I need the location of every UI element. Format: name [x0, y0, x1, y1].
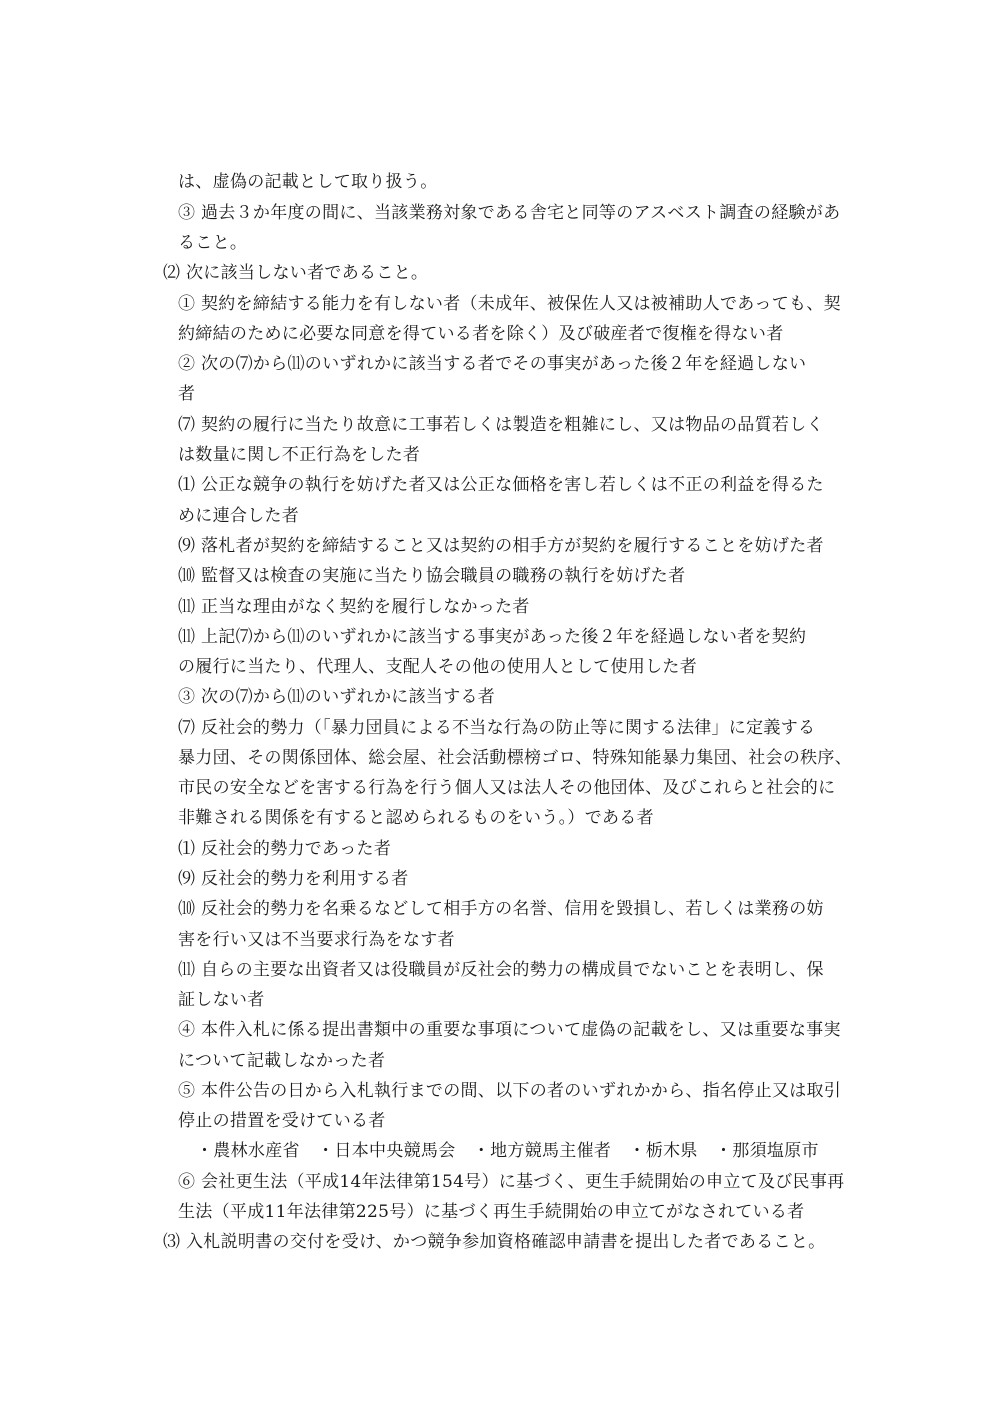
text-line: ⑺ 契約の履行に当たり故意に工事若しくは製造を粗雑にし、又は物品の品質若しく — [178, 415, 824, 435]
text-line: 非難される関係を有すると認められるものをいう。）である者 — [178, 808, 654, 828]
section-heading: ⑶ 入札説明書の交付を受け、かつ競争参加資格確認申請書を提出した者であること。 — [163, 1232, 826, 1252]
text-line: ⑴ 公正な競争の執行を妨げた者又は公正な価格を害し若しくは不正の利益を得るた — [178, 475, 824, 495]
organization-list: ・農林水産省 ・日本中央競馬会 ・地方競馬主催者 ・栃木県 ・那須塩原市 — [196, 1141, 819, 1161]
text-line: ① 契約を締結する能力を有しない者（未成年、被保佐人又は被補助人であっても、契 — [178, 294, 841, 314]
text-line: ⑼ 反社会的勢力を利用する者 — [178, 869, 409, 889]
text-line: は数量に関し不正行為をした者 — [178, 445, 421, 465]
text-line: ⑥ 会社更生法（平成14年法律第154号）に基づく、更生手続開始の申立て及び民事再 — [178, 1172, 845, 1192]
text-line: 者 — [178, 384, 196, 404]
text-line: ⑾ 正当な理由がなく契約を履行しなかった者 — [178, 597, 530, 617]
text-line: ⑽ 監督又は検査の実施に当たり協会職員の職務の執行を妨げた者 — [178, 566, 686, 586]
text-line: ること。 — [178, 233, 248, 253]
text-line: の履行に当たり、代理人、支配人その他の使用人として使用した者 — [178, 657, 697, 677]
text-line: について記載しなかった者 — [178, 1051, 386, 1071]
text-line: ⑾ 自らの主要な出資者又は役職員が反社会的勢力の構成員でないことを表明し、保 — [178, 960, 824, 980]
text-line: ⑽ 反社会的勢力を名乗るなどして相手方の名誉、信用を毀損し、若しくは業務の妨 — [178, 899, 824, 919]
text-line: 暴力団、その関係団体、総会屋、社会活動標榜ゴロ、特殊知能暴力集団、社会の秩序、 — [178, 748, 853, 768]
text-line: めに連合した者 — [178, 506, 300, 526]
text-line: 市民の安全などを害する行為を行う個人又は法人その他団体、及びこれらと社会的に — [178, 778, 836, 798]
text-line: 生法（平成11年法律第225号）に基づく再生手続開始の申立てがなされている者 — [178, 1202, 805, 1222]
text-line: ③ 次の⑺から⑾のいずれかに該当する者 — [178, 687, 496, 707]
text-line: は、虚偽の記載として取り扱う。 — [178, 172, 438, 192]
text-line: ⑼ 落札者が契約を締結すること又は契約の相手方が契約を履行することを妨げた者 — [178, 536, 824, 556]
text-line: 証しない者 — [178, 990, 265, 1010]
text-line: 害を行い又は不当要求行為をなす者 — [178, 930, 455, 950]
section-heading: ⑵ 次に該当しない者であること。 — [163, 263, 429, 283]
text-line: 約締結のために必要な同意を得ている者を除く）及び破産者で復権を得ない者 — [178, 324, 784, 344]
text-line: ③ 過去３か年度の間に、当該業務対象である舎宅と同等のアスベスト調査の経験があ — [178, 203, 841, 223]
text-line: ⑾ 上記⑺から⑾のいずれかに該当する事実があった後２年を経過しない者を契約 — [178, 627, 807, 647]
text-line: ⑤ 本件公告の日から入札執行までの間、以下の者のいずれかから、指名停止又は取引 — [178, 1081, 842, 1101]
text-line: ④ 本件入札に係る提出書類中の重要な事項について虚偽の記載をし、又は重要な事実 — [178, 1020, 841, 1040]
text-line: ② 次の⑺から⑾のいずれかに該当する者でその事実があった後２年を経過しない — [178, 354, 807, 374]
text-line: ⑺ 反社会的勢力（「暴力団員による不当な行為の防止等に関する法律」に定義する — [178, 718, 816, 738]
text-line: ⑴ 反社会的勢力であった者 — [178, 839, 392, 859]
text-line: 停止の措置を受けている者 — [178, 1111, 386, 1131]
